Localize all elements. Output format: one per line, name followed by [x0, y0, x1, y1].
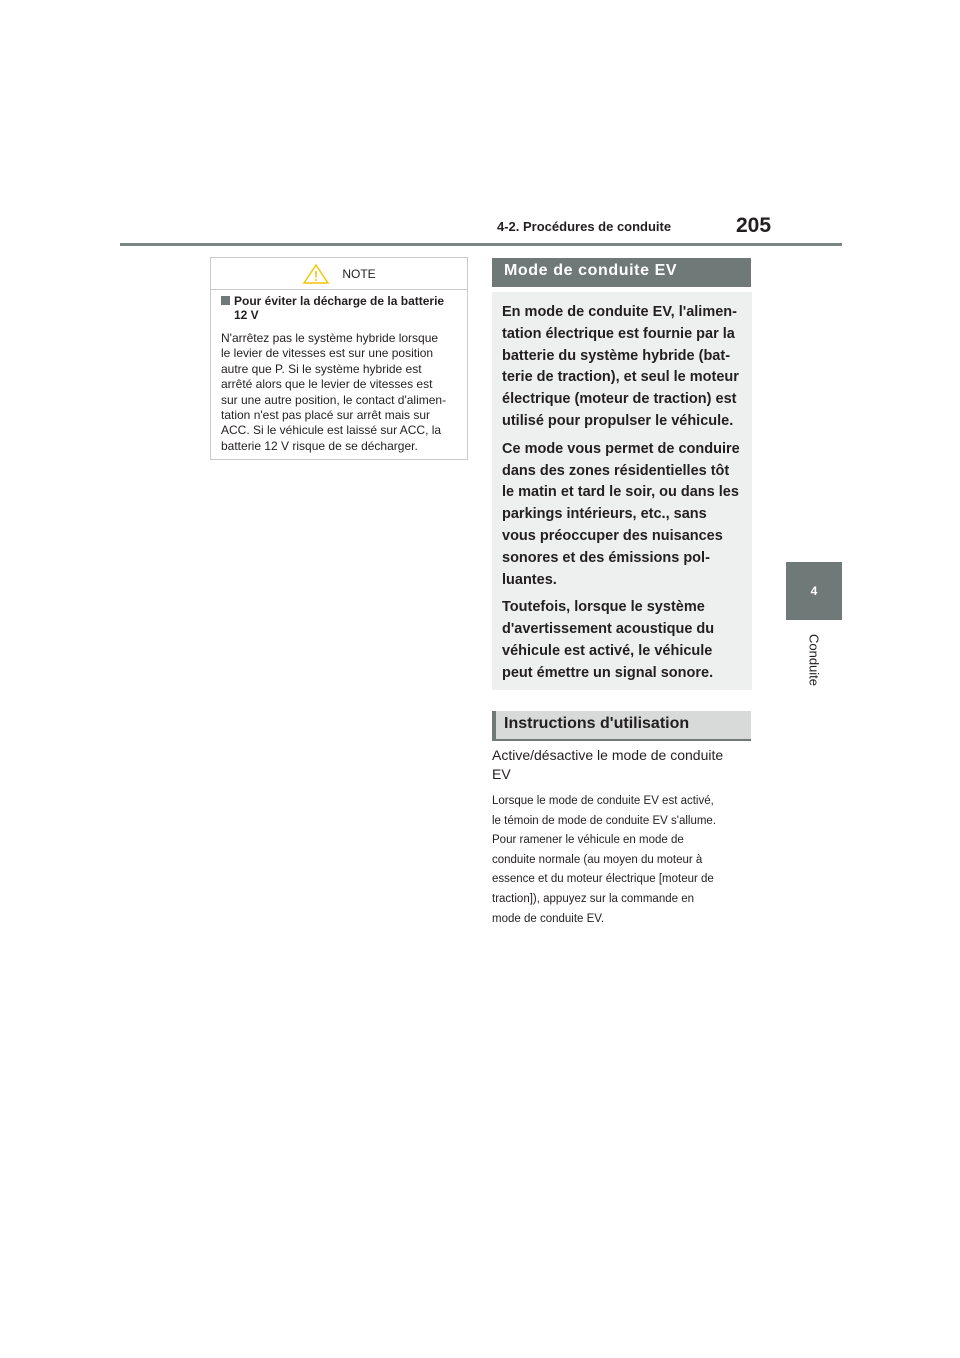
note-line: tation n'est pas placé sur arrêt mais sur [221, 408, 431, 423]
note-line: ACC. Si le véhicule est laissé sur ACC, la [221, 423, 442, 438]
instructions-title: Instructions d'utilisation [504, 715, 690, 732]
ev-mode-heading [492, 258, 751, 287]
intro-paragraph: Toutefois, lorsque le système d'avertissement acoustique du véhicule est activé, le véhicule peut émettre un signal sonore. [502, 599, 715, 681]
note-body [211, 290, 467, 454]
warning-triangle-icon [302, 263, 330, 285]
header-divider [120, 243, 842, 246]
square-bullet-icon [221, 296, 230, 305]
page-number: 205 [736, 214, 772, 237]
usage-text: Lorsque le mode de conduite EV est activé, le témoin de mode de conduite EV s'allume. Pour ramener le véhicule en mode de conduite normale (au moyen du moteur à essence et du moteur électrique [moteur de traction]), appuyez sur la commande en mode de conduite EV. [492, 795, 717, 925]
instructions-heading [492, 711, 751, 741]
note-line: autre que P. Si le système hybride est [221, 361, 422, 376]
note-text [221, 331, 457, 454]
chapter-tab[interactable] [786, 562, 842, 620]
note-header [211, 258, 467, 290]
note-box [210, 257, 468, 460]
intro-paragraph: En mode de conduite EV, l'alimen- tation électrique est fournie par la batterie du système hybride (bat- terie de traction), et seul le moteur électrique (moteur de traction) est utilisé pour propulser le véhicule. [502, 304, 739, 429]
chapter-number: 4 [810, 584, 818, 598]
note-label: NOTE [342, 266, 376, 281]
note-line: le levier de vitesses est sur une position [221, 346, 434, 361]
ev-mode-title: Mode de conduite EV [504, 262, 678, 279]
note-title-text: Pour éviter la décharge de la batterie 12 V [234, 294, 445, 322]
action-description: Active/désactive le mode de conduite EV [492, 747, 724, 782]
ev-intro-box [492, 292, 752, 690]
note-line: batterie 12 V risque de se décharger. [221, 438, 418, 453]
section-title: 4-2. Procédures de conduite [497, 219, 672, 234]
note-line: sur une autre position, le contact d'alimen- [221, 392, 447, 407]
intro-paragraph: Ce mode vous permet de conduire dans des zones résidentielles tôt le matin et tard le soir, ou dans les parkings intérieurs, etc., sans vous préoccuper des nuisances sonores et des émissions pol- luantes. [502, 440, 740, 588]
note-line: arrêté alors que le levier de vitesses est [221, 377, 433, 392]
note-line: N'arrêtez pas le système hybride lorsque [221, 331, 439, 345]
chapter-label: Conduite [806, 633, 822, 687]
note-title [221, 294, 457, 322]
